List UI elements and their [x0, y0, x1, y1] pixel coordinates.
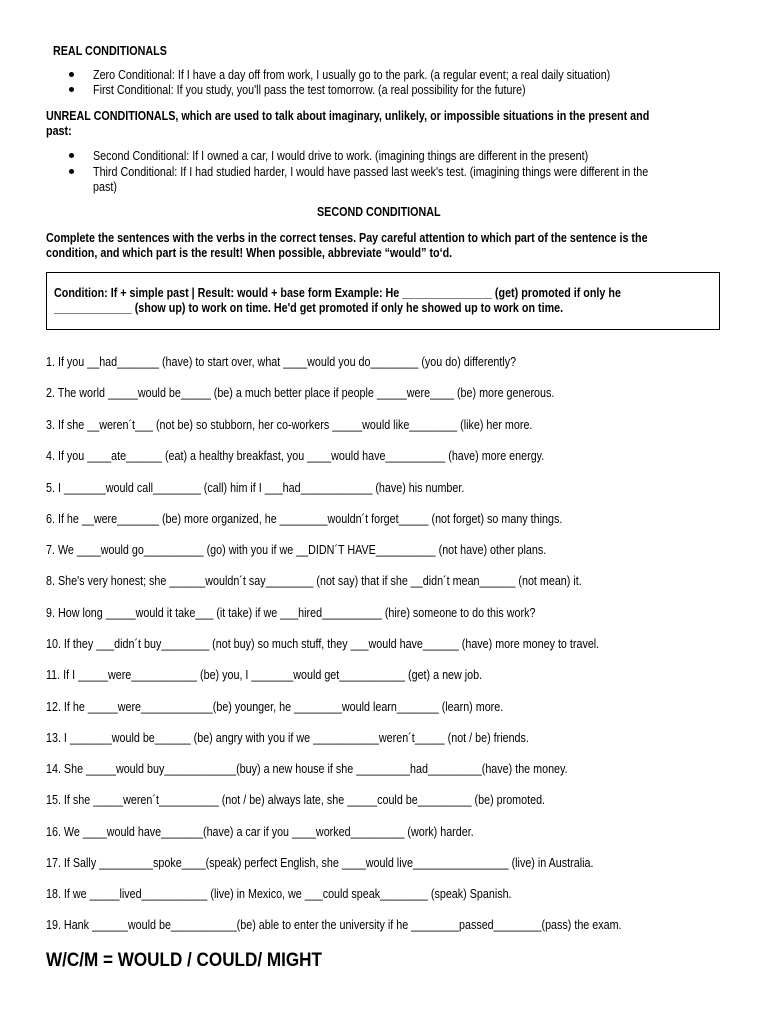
exercise-item: 12. If he _____were____________(be) younger, he ________would learn_______ (learn) more.	[46, 700, 504, 714]
instructions-line-1: Complete the sentences with the verbs in the correct tenses. Pay careful attention to which part of the sentence is the	[46, 231, 648, 245]
exercise-item: 8. She's very honest; she ______wouldn´t say________ (not say) that if she __didn´t mean______ (not mean) it.	[46, 574, 582, 588]
exercise-item: 4. If you ____ate______ (eat) a healthy breakfast, you ____would have__________ (have) more energy.	[46, 449, 545, 463]
first-conditional-item: First Conditional: If you study, you'll pass the test tomorrow. (a real possibility for the future)	[93, 83, 526, 97]
third-conditional-item: Third Conditional: If I had studied harder, I would have passed last week's test. (imagining things were different in the	[93, 165, 649, 179]
bullet-icon	[69, 72, 74, 77]
exercise-item: 6. If he __were_______ (be) more organized, he ________wouldn´t forget_____ (not forget) so many things.	[46, 512, 563, 526]
bullet-icon	[69, 169, 74, 174]
exercise-item: 13. I _______would be______ (be) angry with you if we ___________weren´t_____ (not / be) friends.	[46, 731, 529, 745]
exercise-item: 3. If she __weren´t___ (not be) so stubborn, her co-workers _____would like________ (like) her more.	[46, 418, 533, 432]
exercise-item: 16. We ____would have_______(have) a car if you ____worked_________ (work) harder.	[46, 825, 474, 839]
exercise-item: 14. She _____would buy____________(buy) a new house if she _________had_________(have) the money.	[46, 762, 568, 776]
example-line-1: Condition: If + simple past | Result: would + base form Example: He _______________ (get) promoted if only he	[54, 286, 621, 300]
footer-heading: W/C/M = WOULD / COULD/ MIGHT	[46, 950, 322, 971]
bullet-icon	[69, 153, 74, 158]
exercise-item: 17. If Sally _________spoke____(speak) perfect English, she ____would live________________ (live) in Australia.	[46, 856, 594, 870]
section-title: SECOND CONDITIONAL	[317, 205, 441, 219]
exercise-item: 18. If we _____lived___________ (live) in Mexico, we ___could speak________ (speak) Spanish.	[46, 887, 512, 901]
exercise-item: 15. If she _____weren´t__________ (not / be) always late, she _____could be_________ (be) promoted.	[46, 793, 546, 807]
exercise-item: 7. We ____would go__________ (go) with you if we __DIDN´T HAVE__________ (not have) other plans.	[46, 543, 547, 557]
exercise-item: 10. If they ___didn´t buy________ (not buy) so much stuff, they ___would have______ (have) more money to travel.	[46, 637, 600, 651]
exercise-item: 5. I _______would call________ (call) him if I ___had____________ (have) his number.	[46, 481, 465, 495]
zero-conditional-item: Zero Conditional: If I have a day off from work, I usually go to the park. (a regular event; a real daily situation)	[93, 68, 611, 82]
unreal-intro-line-1: UNREAL CONDITIONALS, which are used to talk about imaginary, unlikely, or impossible situations in the present and	[46, 109, 650, 123]
example-line-2: _____________ (show up) to work on time. He'd get promoted if only he showed up to work on time.	[54, 301, 564, 315]
exercise-item: 19. Hank ______would be___________(be) able to enter the university if he ________passed________(pass) the exam.	[46, 918, 622, 932]
instructions-line-2: condition, and which part is the result! When possible, abbreviate “would” to‘d.	[46, 246, 453, 260]
exercise-item: 9. How long _____would it take___ (it take) if we ___hired__________ (hire) someone to do this work?	[46, 606, 536, 620]
exercise-item: 2. The world _____would be_____ (be) a much better place if people _____were____ (be) more generous.	[46, 386, 555, 400]
exercise-item: 11. If I _____were___________ (be) you, I _______would get___________ (get) a new job.	[46, 668, 483, 682]
real-conditionals-title: REAL CONDITIONALS	[53, 44, 167, 58]
unreal-intro-line-2: past:	[46, 124, 72, 138]
third-conditional-item-continued: past)	[93, 180, 117, 194]
bullet-icon	[69, 87, 74, 92]
second-conditional-item: Second Conditional: If I owned a car, I would drive to work. (imagining things are different in the present)	[93, 149, 589, 163]
exercise-item: 1. If you __had_______ (have) to start over, what ____would you do________ (you do) differently?	[46, 355, 517, 369]
